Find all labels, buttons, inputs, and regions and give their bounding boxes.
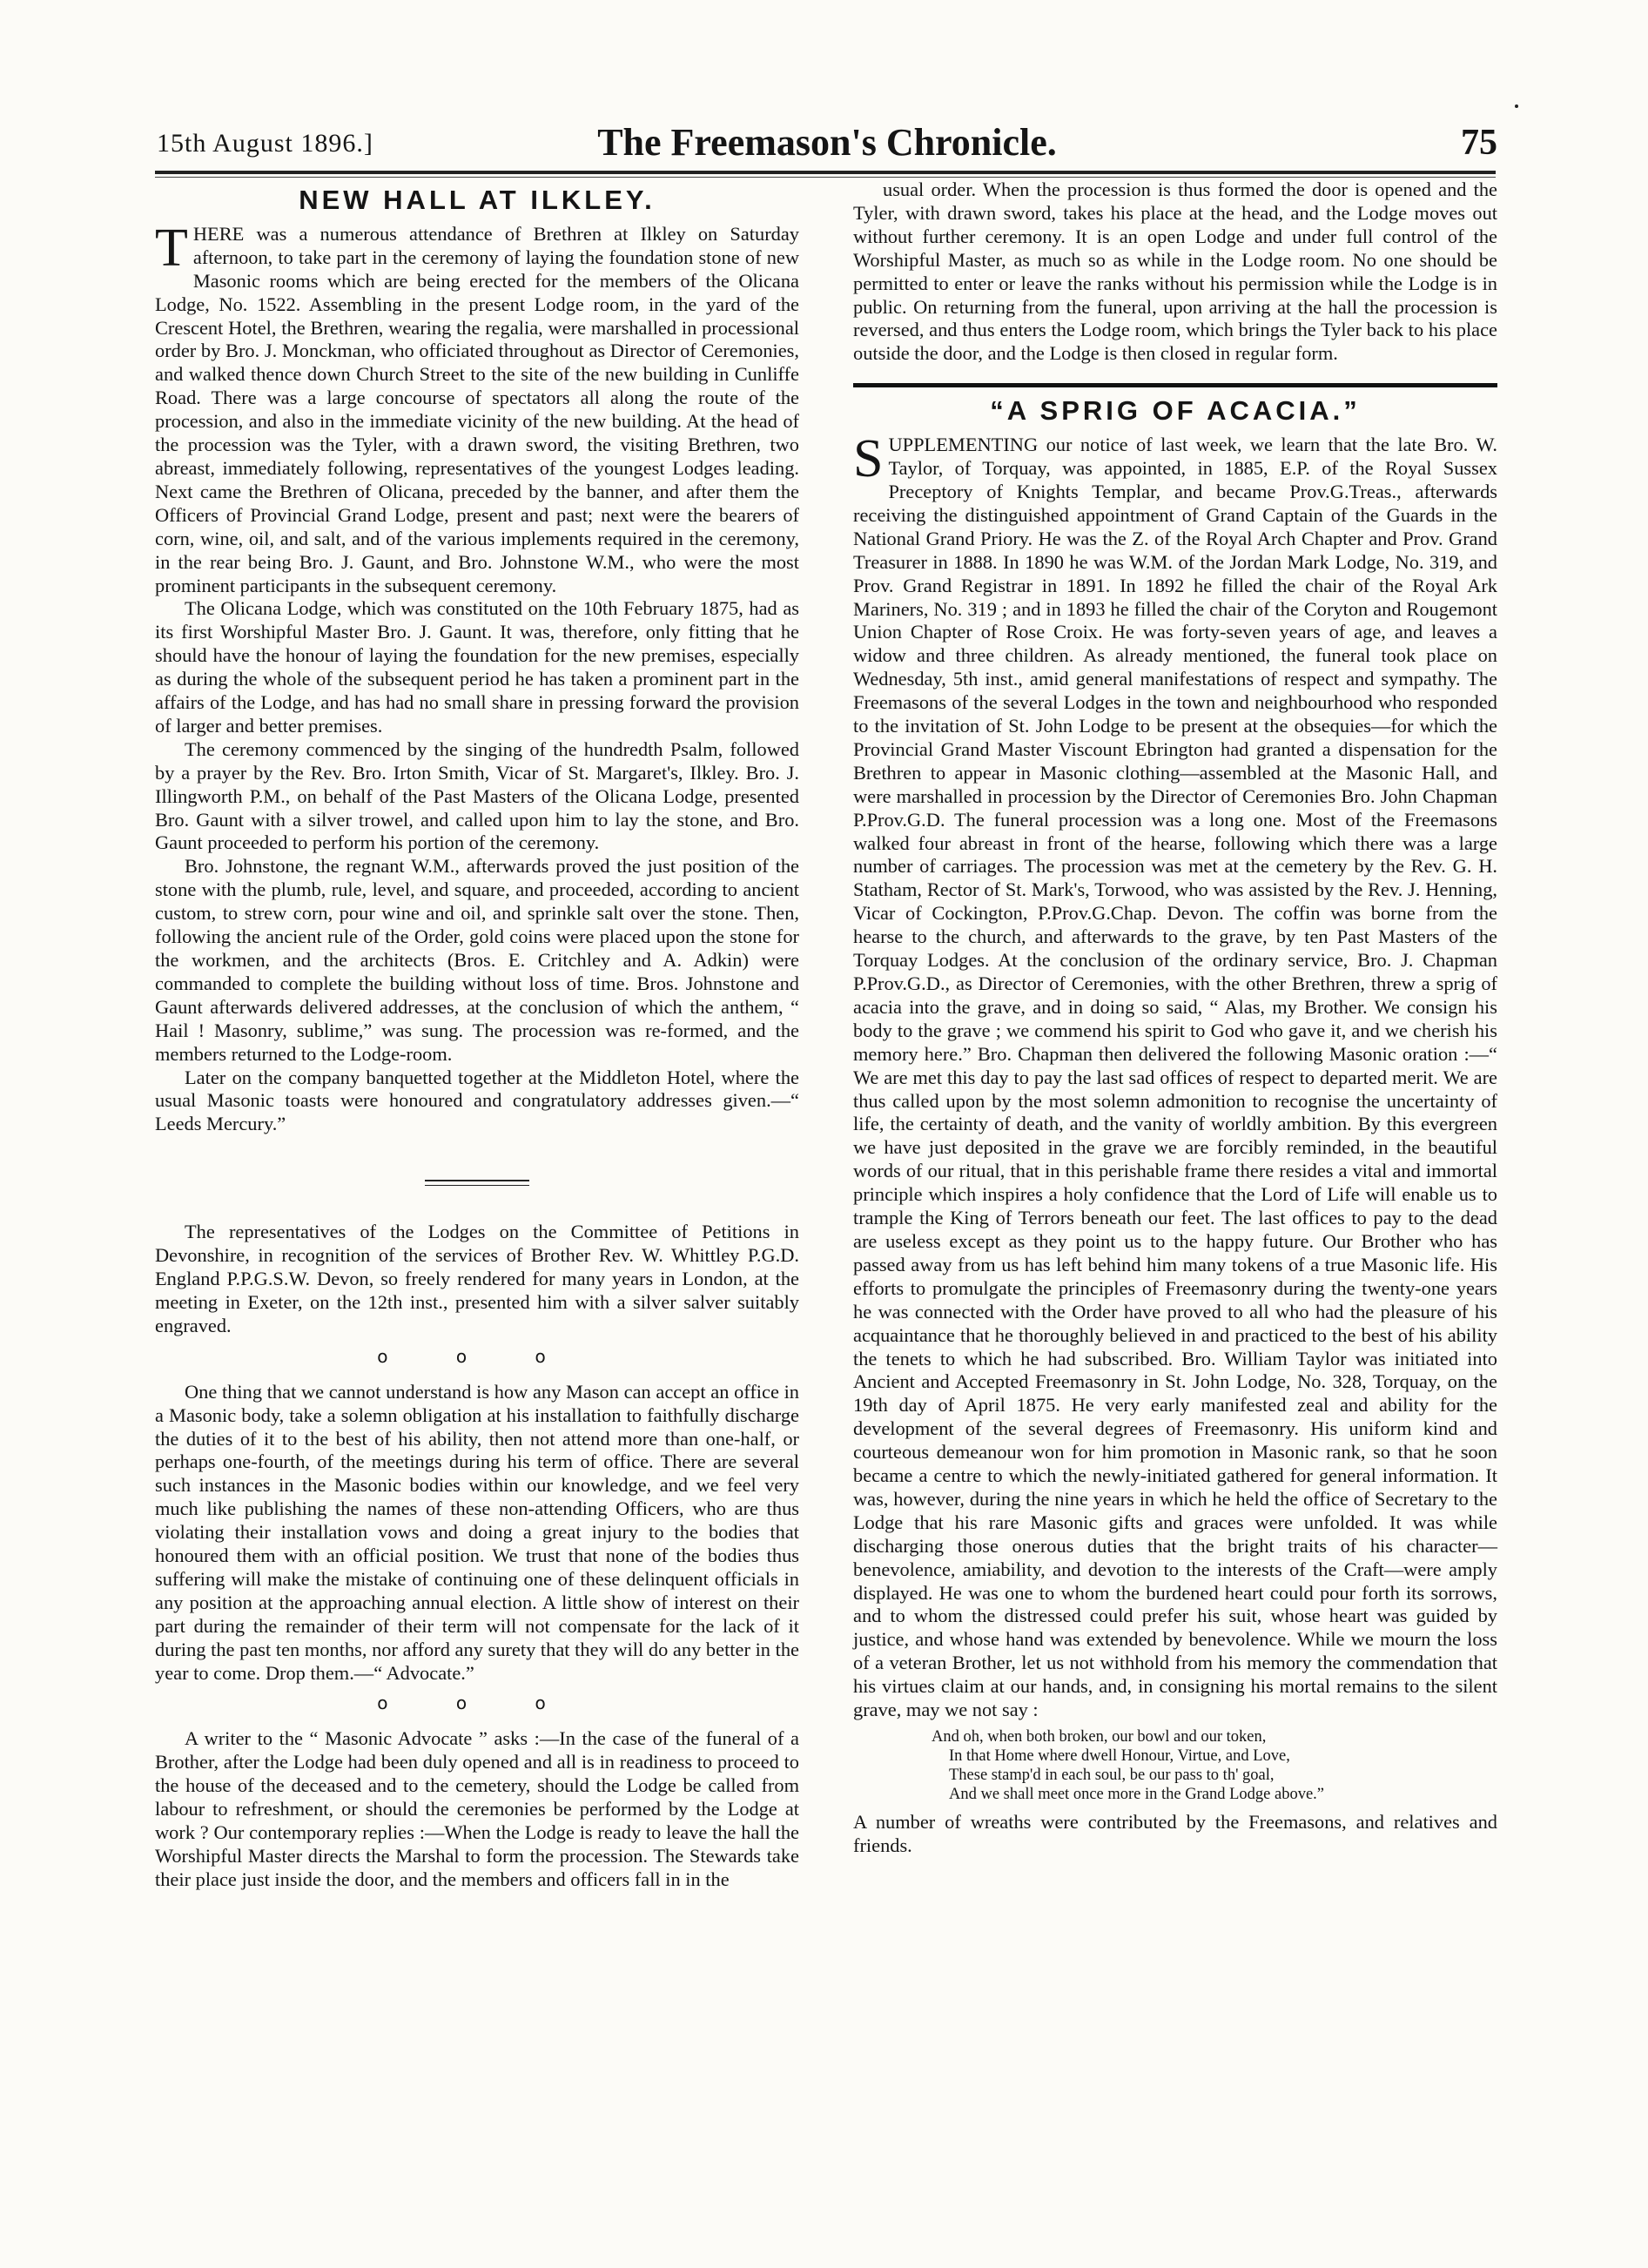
article-headline-acacia: “A SPRIG OF ACACIA.”	[990, 395, 1361, 427]
article-paragraph: The ceremony commenced by the singing of the hundredth Psalm, followed by a prayer by the Rev. Bro. Irton Smith, Vicar of St. Margaret's, Ilkley. Bro. J. Illingworth P.M., on behalf of the Past Masters of the Olicana Lodge, presented Bro. Gaunt with a silver trowel, and called upon him to lay the stone, and Bro. Gaunt proceeded to perform his portion of the ceremony.	[155, 737, 799, 854]
poem-line: In that Home where dwell Honour, Virtue, and Love,	[949, 1747, 1290, 1765]
article-paragraph: The representatives of the Lodges on the Committee of Petitions in Devonshire, in recognition of the services of Brother Rev. W. Whittley P.G.D. England P.P.G.S.W. Devon, so freely rendered for many years in London, at the meeting in Exeter, on the 12th inst., presented him with a silver salver suitably engraved.	[155, 1221, 799, 1336]
poem-line: And oh, when both broken, our bowl and our token,	[932, 1728, 1267, 1746]
article-paragraph: THERE was a numerous attendance of Brethren at Ilkley on Saturday afternoon, to take part in the ceremony of laying the foundation stone of new Masonic rooms which are being erected for the members of the Olicana Lodge, No. 1522. Assembling in the present Lodge room, in the yard of the Crescent Hotel, the Brethren, wearing the regalia, were marshalled in processional order by Bro. J. Monckman, who officiated throughout as Director of Ceremonies, and walked thence down Church Street to the site of the new building in Cunliffe Road. There was a large concourse of spectators all along the route of the procession, and also in the immediate vicinity of the new building. At the head of the procession was the Tyler, with a drawn sword, the visiting Brethren, two abreast, immediately following, representatives of the youngest Lodges leading. Next came the Brethren of Olicana, preceded by the banner, and after them the Officers of Provincial Grand Lodge, present and past; next were the bearers of corn, wine, oil, and salt, and of the various implements required in the ceremony, in the rear being Bro. J. Gaunt, and Bro. Johnstone W.M., who were the most prominent participants in the subsequent ceremony.	[155, 218, 799, 596]
poem-verse	[932, 1727, 1497, 1804]
issue-date: 15th August 1896.]	[157, 129, 373, 158]
page-header	[148, 120, 1506, 169]
article-paragraph: SUPPLEMENTING our notice of last week, we learn that the late Bro. W. Taylor, of Torquay, was appointed, in 1885, E.P. of the Royal Sussex Preceptory of Knights Templar, and became Prov.G.Treas., afterwards receiving the distinguished appointment of Grand Captain of the Guards in the National Grand Priory. He was the Z. of the Royal Arch Chapter and Prov. Grand Treasurer in 1888. In 1890 he was W.M. of the Jordan Mark Lodge, No. 319, and Prov. Grand Registrar in 1891. In 1892 he filled the chair of the Royal Ark Mariners, No. 319 ; and in 1893 he filled the chair of the Coryton and Rougemont Union Chapter of Rose Croix. He was forty-seven years of age, and leaves a widow and three children. As already mentioned, the funeral took place on Wednesday, 5th inst., amid general manifestations of respect and sympathy. The Freemasons of the several Lodges in the town and neighbourhood who responded to the invitation of St. John Lodge to be present at the obsequies—for which the Provincial Grand Master Viscount Ebrington had granted a dispensation for the Brethren to appear in Masonic clothing—assembled at the Masonic Hall, and were marshalled in procession by the Director of Ceremonies Bro. John Chapman P.Prov.G.D. The funeral procession was a long one. Most of the Freemasons walked four abreast in front of the hearse, following which there was a large number of carriages. The procession was met at the cemetery by the Rev. G. H. Statham, Rector of St. Mark's, Torwood, who was assisted by the Rev. J. Henning, Vicar of Cockington, P.Prov.G.Chap. Devon. The coffin was borne from the hearse to the church, and afterwards to the grave, by ten Past Masters of the Torquay Lodges. At the conclusion of the ordinary service, Bro. J. Chapman P.Prov.G.D., as Director of Ceremonies, with the other Brethren, threw a sprig of acacia into the grave, and in doing so said, “ Alas, my Brother. We consign his body to the grave ; we commend his spirit to God who gave it, and we cherish his memory here.” Bro. Chapman then delivered the following Masonic oration :—“ We are met this day to pay the last sad offices of respect to departed merit. We are thus called upon by the most solemn admonition to recognise the uncertainty of life, the certainty of death, and the vanity of worldly ambition. By this evergreen we have just deposited in the grave we are forcibly reminded, in the beautiful words of our ritual, that in this perishable frame there resides a vital and immortal principle which inspires a holy confidence that the Lord of Life will enable us to trample the King of Terrors beneath our feet. The last offices to pay to the dead are useless except as they point us to the happy future. Our Brother who has passed away from us has left behind him many tokens of a true Masonic life. His efforts to promulgate the principles of Freemasonry during the twenty-one years he was connected with the Order have proved to all who had the pleasure of his acquaintance that he thoroughly believed in and practiced to the best of his ability the tenets to which he had subscribed. Bro. William Taylor was initiated into Ancient and Accepted Freemasonry in St. John Lodge, No. 328, Torquay, on the 19th day of April 1875. He very early manifested zeal and ability for the development of the several degrees of Freemasonry. His uniform kind and courteous demeanour won for him promotion in Masonic rank, so that he soon became a centre to which the newly-initiated gathered for general information. It was, however, during the nine years in which he held the office of Secretary to the Lodge that his rare Masonic gifts and graces were unfolded. It was while discharging those onerous duties that the bright traits of his character—benevolence, amiability, and devotion to the interests of the Craft—were amply displayed. He was one to whom the burdened heart could pour forth its sorrows, and to whom the distressed could prefer his suit, whose heart was guided by justice, and whose hand was extended by benevolence. While we mourn the loss of a veteran Brother, let us not withhold from his memory the commendation that his virtues claim at our hands, and, in consigning his mortal remains to the silent grave, may we not say :	[853, 429, 1497, 1721]
article-headline-ilkley: NEW HALL AT ILKLEY.	[299, 185, 656, 215]
publication-title: The Freemason's Chronicle.	[597, 121, 1057, 164]
ink-dot	[1515, 104, 1518, 108]
ornament-circles: o o o	[377, 1693, 577, 1714]
article-paragraph: Later on the company banquetted together at the Middleton Hotel, where the usual Masonic toasts were honoured and congratulatory addresses given.—“ Leeds Mercury.”	[155, 1066, 799, 1135]
drop-cap: T	[155, 218, 188, 278]
poem-line: These stamp'd in each soul, be our pass to th' goal,	[949, 1767, 1275, 1784]
article-paragraph: Bro. Johnstone, the regnant W.M., afterwards proved the just position of the stone with the plumb, rule, level, and square, and proceeded, according to ancient custom, to strew corn, pour wine and oil, and sprinkle salt over the stone. Then, following the ancient rule of the Order, gold coins were placed upon the stone for the workmen, and the architects (Bros. E. Critchley and A. Adkin) were commanded to complete the building without loss of time. Bros. Johnstone and Gaunt afterwards delivered addresses, at the conclusion of which the anthem, “ Hail ! Masonry, sublime,” was sung. The procession was re-formed, and the members returned to the Lodge-room.	[155, 855, 799, 1065]
section-rule	[853, 383, 1497, 387]
drop-cap: S	[853, 429, 884, 489]
right-column	[853, 178, 1497, 1858]
header-rule	[155, 171, 1496, 174]
poem-line: And we shall meet once more in the Grand Lodge above.”	[949, 1786, 1325, 1803]
header-rule-thin	[155, 177, 1496, 178]
page-number: 75	[1461, 123, 1497, 163]
ornament-circles: o o o	[377, 1345, 577, 1367]
section-divider	[425, 1180, 529, 1186]
article-paragraph: The Olicana Lodge, which was constituted on the 10th February 1875, had as its first Worshipful Master Bro. J. Gaunt. It was, therefore, only fitting that he should have the honour of laying the foundation for the new premises, especially as during the whole of the subsequent period he has taken a prominent part in the affairs of the Lodge, and has had no small share in pressing forward the provision of larger and better premises.	[155, 597, 799, 737]
article-paragraph: usual order. When the procession is thus formed the door is opened and the Tyler, with drawn sword, takes his place at the head, and the Lodge moves out without further ceremony. It is an open Lodge and under full control of the Worshipful Master, as much so as while in the Lodge room. No one should be permitted to enter or leave the ranks without his permission while the Lodge is in public. On returning from the funeral, upon arriving at the hall the procession is reversed, and thus enters the Lodge room, which brings the Tyler back to his place outside the door, and the Lodge is then closed in regular form.	[853, 178, 1497, 365]
left-column	[155, 178, 799, 1892]
article-paragraph: A number of wreaths were contributed by the Freemasons, and relatives and friends.	[853, 1811, 1497, 1856]
article-paragraph: One thing that we cannot understand is how any Mason can accept an office in a Masonic body, take a solemn obligation at his installation to faithfully discharge the duties of it to the best of his ability, then not attend more than one-half, or perhaps one-fourth, of the meetings during his term of office. There are several such instances in the Masonic bodies within our knowledge, and we feel very much like publishing the names of these non-attending Officers, who are thus violating their installation vows and doing a great injury to the bodies that honoured them with an official position. We trust that none of the bodies thus suffering will make the mistake of continuing one of these delinquent officials in any position at the approaching annual election. A little show of interest on their part during the remainder of their term will not compensate for the lack of it during the past ten months, nor afford any surety that they will do any better in the year to come. Drop them.—“ Advocate.”	[155, 1380, 799, 1684]
article-paragraph: A writer to the “ Masonic Advocate ” asks :—In the case of the funeral of a Brother, after the Lodge had been duly opened and all is in readiness to proceed to the house of the deceased and to the cemetery, should the Lodge be called from labour to refreshment, or should the ceremonies be performed by the Lodge at work ? Our contemporary replies :—When the Lodge is ready to leave the hall the Worshipful Master directs the Marshal to form the procession. The Stewards take their place just inside the door, and the members and officers fall in in the	[155, 1727, 799, 1890]
